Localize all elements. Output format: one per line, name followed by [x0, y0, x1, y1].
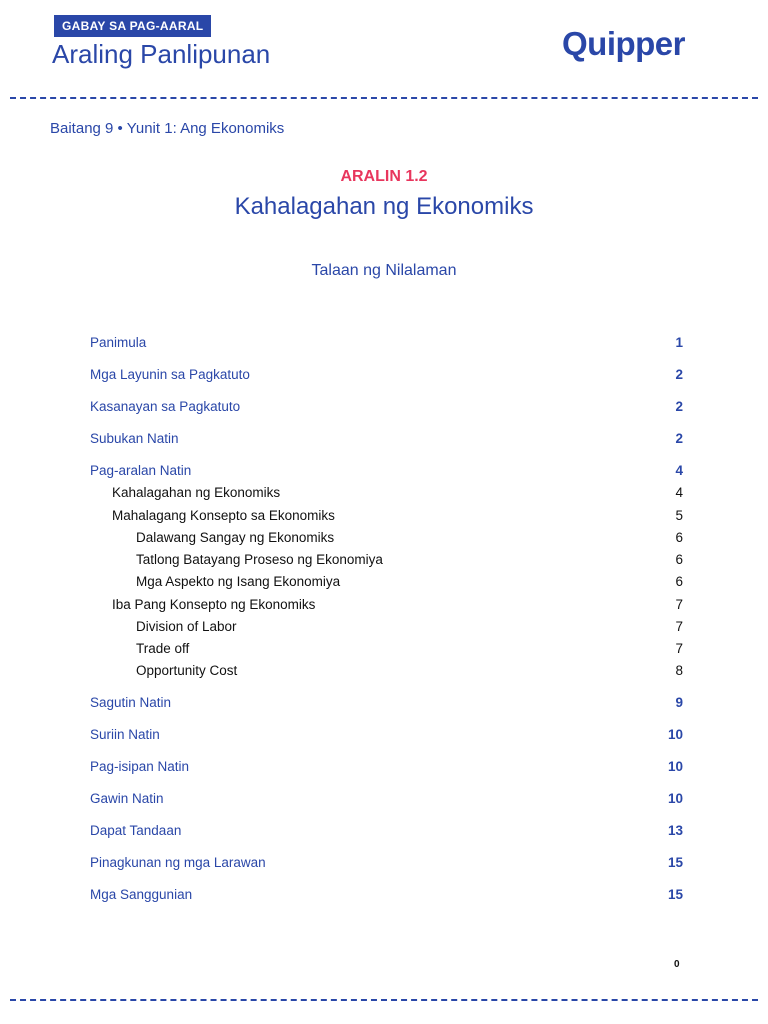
toc-entry-label: Kasanayan sa Pagkatuto — [90, 399, 241, 414]
toc-entry-page: 6 — [675, 530, 683, 545]
toc-entry[interactable] — [0, 366, 768, 384]
toc-entry-label: Tatlong Batayang Proseso ng Ekonomiya — [136, 552, 383, 567]
toc-entry[interactable] — [0, 822, 768, 840]
toc-entry[interactable] — [0, 886, 768, 904]
toc-entry[interactable] — [0, 640, 768, 658]
toc-entry-page: 4 — [675, 463, 683, 478]
toc-entry[interactable] — [0, 398, 768, 416]
toc-entry[interactable] — [0, 573, 768, 591]
toc-entry-label: Iba Pang Konsepto ng Ekonomiks — [112, 597, 316, 612]
toc-entry-page: 6 — [675, 552, 683, 567]
toc-entry-page: 5 — [675, 508, 683, 523]
toc-entry-page: 10 — [667, 791, 683, 806]
toc-entry[interactable] — [0, 430, 768, 448]
toc-heading: Talaan ng Nilalaman — [311, 262, 457, 279]
toc-entry-label: Trade off — [136, 641, 190, 656]
toc-entry-label: Opportunity Cost — [136, 663, 238, 678]
toc-entry-page: 15 — [667, 855, 683, 870]
brand-logo: Quipper — [562, 25, 686, 62]
toc-entry[interactable] — [0, 726, 768, 744]
toc-entry-page: 7 — [675, 619, 683, 634]
toc-entry-label: Mga Aspekto ng Isang Ekonomiya — [136, 574, 341, 589]
toc-entry-page: 1 — [675, 335, 683, 350]
toc-entry-label: Panimula — [90, 335, 147, 350]
footer-divider — [10, 999, 758, 1001]
toc-entry-page: 10 — [667, 727, 683, 742]
toc-entry-page: 13 — [667, 823, 683, 838]
toc-entry[interactable] — [0, 854, 768, 872]
toc-entry-page: 8 — [675, 663, 683, 678]
toc-entry-page: 10 — [667, 759, 683, 774]
toc-entry-page: 7 — [675, 597, 683, 612]
toc-entry-label: Dalawang Sangay ng Ekonomiks — [136, 530, 335, 545]
page-number: 0 — [674, 959, 680, 970]
toc-entry[interactable] — [0, 758, 768, 776]
toc-entry[interactable] — [0, 529, 768, 547]
toc-entry[interactable] — [0, 694, 768, 712]
toc-entry-label: Mahalagang Konsepto sa Ekonomiks — [112, 508, 335, 523]
lesson-title: Kahalagahan ng Ekonomiks — [234, 193, 534, 220]
toc-entry-label: Mga Sanggunian — [90, 887, 193, 902]
toc-entry[interactable] — [0, 790, 768, 808]
toc-entry-page: 2 — [675, 367, 683, 382]
header-divider — [10, 97, 758, 99]
toc-entry-label: Kahalagahan ng Ekonomiks — [112, 485, 281, 500]
grade-unit-label: Baitang 9 • Yunit 1: Ang Ekonomiks — [50, 120, 285, 137]
toc-entry[interactable] — [0, 507, 768, 525]
toc-entry[interactable] — [0, 662, 768, 680]
toc-entry-label: Mga Layunin sa Pagkatuto — [90, 367, 250, 382]
toc-entry-label: Pag-aralan Natin — [90, 463, 192, 478]
toc-entry[interactable] — [0, 462, 768, 480]
toc-entry-page: 7 — [675, 641, 683, 656]
toc-entry-label: Sagutin Natin — [90, 695, 172, 710]
toc-entry[interactable] — [0, 618, 768, 636]
toc-entry-label: Pinagkunan ng mga Larawan — [90, 855, 266, 870]
toc-entry[interactable] — [0, 334, 768, 352]
lesson-number: ARALIN 1.2 — [340, 168, 428, 185]
guide-badge: GABAY SA PAG-AARAL — [54, 15, 211, 37]
toc-entry-page: 6 — [675, 574, 683, 589]
toc-entry[interactable] — [0, 551, 768, 569]
toc-entry-label: Gawin Natin — [90, 791, 164, 806]
toc-entry-label: Subukan Natin — [90, 431, 179, 446]
toc-entry-page: 2 — [675, 431, 683, 446]
toc-entry-page: 9 — [675, 695, 683, 710]
toc-entry-label: Division of Labor — [136, 619, 237, 634]
toc-entry-label: Pag-isipan Natin — [90, 759, 190, 774]
toc-entry-page: 15 — [667, 887, 683, 902]
subject-title: Araling Panlipunan — [52, 39, 271, 69]
toc-entry-page: 4 — [675, 485, 683, 500]
toc-entry[interactable] — [0, 484, 768, 502]
toc-entry[interactable] — [0, 596, 768, 614]
toc-entry-label: Suriin Natin — [90, 727, 160, 742]
toc-entry-label: Dapat Tandaan — [90, 823, 182, 838]
toc-entry-page: 2 — [675, 399, 683, 414]
